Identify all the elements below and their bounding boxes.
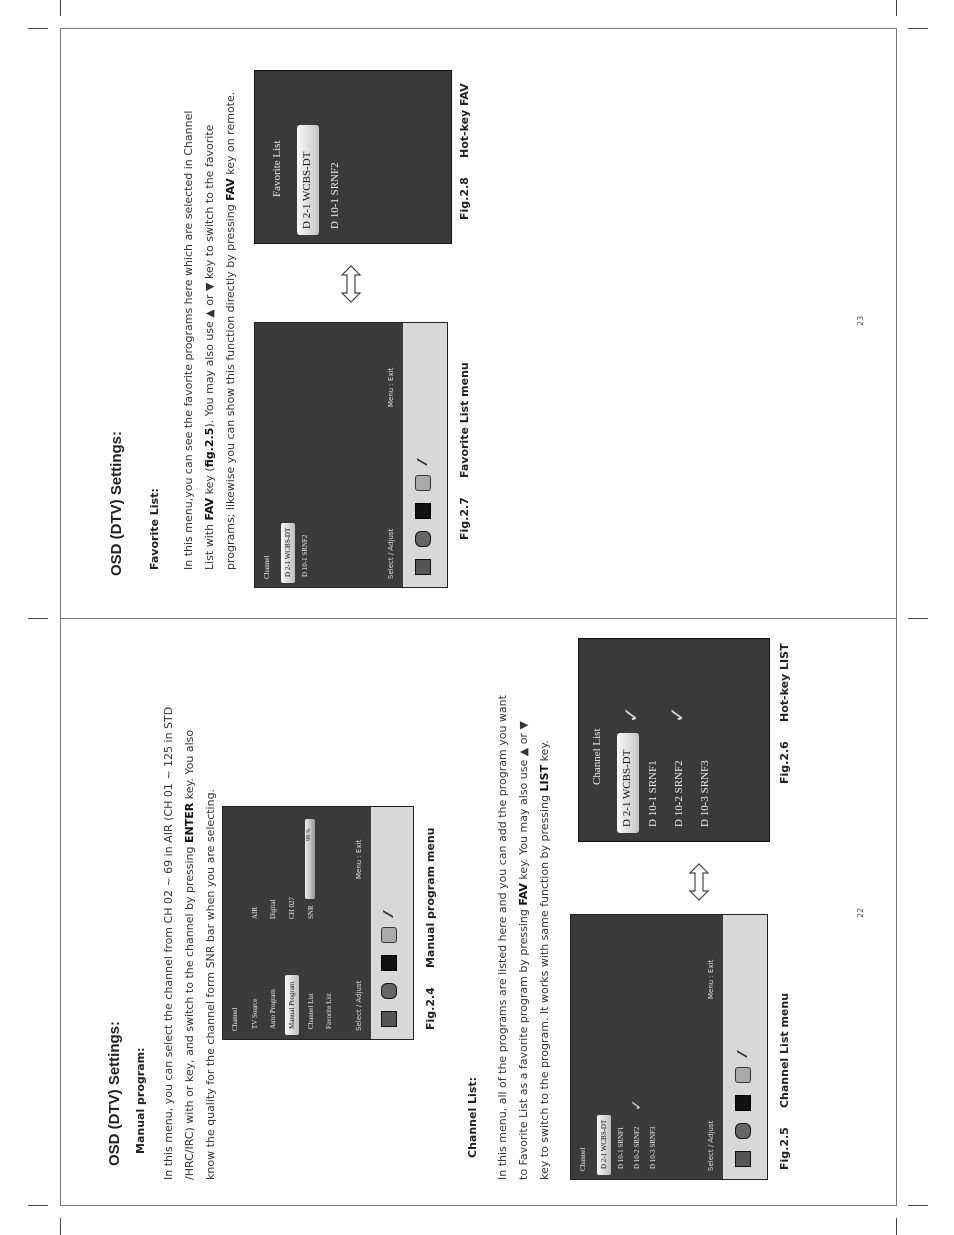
lock-icon: [381, 927, 397, 943]
paragraph-line: key to switch to the program. It works with same function by pressing LIST key.: [538, 740, 551, 1180]
favorite-list-menu-screenshot: [254, 322, 448, 588]
crop-mark: [28, 618, 48, 619]
menu-footer-select: Select / Adjust: [355, 980, 363, 1031]
list-item: D 10-1 SRNF2: [301, 534, 309, 577]
menu-item-favorite-list: Favorite List: [325, 993, 333, 1029]
menu-footer-select: Select / Adjust: [387, 528, 395, 579]
snr-value: 99 %: [306, 828, 312, 841]
check-icon: ✓: [621, 706, 643, 723]
menu-item-auto-program: Auto Program: [269, 989, 277, 1029]
menu-icon-strip: [371, 807, 413, 1039]
figure-caption-2-4: Fig.2.4 Manual program menu: [424, 827, 437, 1030]
figure-caption-2-5: Fig.2.5 Channel List menu: [778, 992, 791, 1170]
crop-mark: [28, 28, 48, 29]
list-item: D 2-1 WCBS-DT: [621, 749, 633, 827]
menu-footer-exit: Menu : Exit: [355, 839, 363, 879]
lock-icon: [415, 475, 431, 491]
list-item: D 10-1 SRNF1: [617, 1126, 625, 1169]
section-heading-favorite-list: Favorite List:: [148, 488, 161, 570]
figure-caption-2-6: Fig.2.6 Hot-key LIST: [778, 643, 791, 784]
menu-title: Channel: [579, 1147, 587, 1171]
page-number: 22: [856, 907, 865, 918]
camera-icon: [381, 983, 397, 999]
crop-mark: [28, 1205, 48, 1206]
paragraph-line: programs; likewise you can show this function directly by pressing FAV key on remote.: [224, 91, 237, 570]
lock-icon: [735, 1067, 751, 1083]
figure-caption-2-7: Fig.2.7 Favorite List menu: [458, 362, 471, 540]
list-item: D 2-1 WCBS-DT: [301, 151, 313, 229]
menu-footer-exit: Menu : Exit: [387, 367, 395, 407]
list-item: D 2-1 WCBS-DT: [600, 1119, 608, 1169]
frame-bottom-line: [60, 1205, 896, 1206]
crop-mark: [60, 1218, 61, 1235]
page-title: OSD (DTV) Settings:: [108, 431, 125, 576]
crop-mark: [908, 1205, 928, 1206]
paragraph-line: In this menu, all of the programs are listed here and you can add the program you want: [496, 695, 509, 1180]
list-item: D 10-3 SRNF3: [649, 1126, 657, 1169]
tv-icon: [735, 1151, 751, 1167]
paragraph-line: /HRC/IRC) with or key, and switch to the channel by pressing ENTER key. You also: [183, 729, 196, 1180]
menu-value-air: AIR: [251, 906, 259, 919]
crop-mark: [896, 0, 897, 16]
channel-icon: [415, 503, 431, 519]
hot-key-list-popup-screenshot: [578, 638, 770, 842]
menu-title: Channel: [231, 1007, 239, 1031]
tv-icon: [415, 559, 431, 575]
figure-caption-2-8: Fig.2.8 Hot-key FAV: [458, 83, 471, 220]
section-heading-manual-program: Manual program:: [134, 1047, 147, 1154]
list-item: D 10-1 SRNF1: [647, 760, 659, 827]
menu-footer-exit: Menu : Exit: [707, 959, 715, 999]
manual-program-menu-screenshot: [222, 806, 414, 1040]
menu-value-channel: CH 027: [288, 897, 296, 919]
list-item: D 10-3 SRNF3: [699, 760, 711, 827]
crop-mark: [60, 0, 61, 16]
menu-value-digital: Digital: [269, 899, 277, 919]
menu-item-tv-source: TV Source: [251, 998, 259, 1029]
menu-footer-select: Select / Adjust: [707, 1120, 715, 1171]
favorite-list-paragraph: [178, 50, 241, 570]
check-icon: ✓: [667, 706, 689, 723]
crop-mark: [908, 618, 928, 619]
popup-title: Channel List: [591, 728, 603, 785]
crop-mark: [908, 28, 928, 29]
page-22: [100, 620, 880, 1180]
double-arrow-icon: [338, 264, 364, 304]
tv-icon: [381, 1011, 397, 1027]
list-item: D 2-1 WCBS-DT: [284, 527, 292, 577]
list-item: D 10-2 SRNF2: [633, 1126, 641, 1169]
list-item: D 10-1 SRNF2: [329, 162, 341, 229]
popup-title: Favorite List: [271, 140, 283, 197]
camera-icon: [415, 531, 431, 547]
hot-key-fav-popup-screenshot: [254, 70, 452, 244]
page-number: 23: [856, 315, 865, 326]
channel-list-paragraph: [492, 640, 555, 1180]
frame-left-line: [60, 28, 61, 1206]
channel-icon: [381, 955, 397, 971]
frame-top-line: [60, 28, 896, 29]
menu-value-snr-label: SNR: [307, 905, 315, 919]
menu-item-manual-program: Manual Program: [288, 981, 296, 1029]
check-icon: ✓: [630, 1099, 645, 1111]
menu-title: Channel: [263, 555, 271, 579]
page-23: [108, 50, 898, 590]
camera-icon: [735, 1123, 751, 1139]
page-divider-line: [60, 618, 896, 619]
channel-list-menu-screenshot: [570, 914, 768, 1180]
crop-mark: [896, 1218, 897, 1235]
paragraph-line: In this menu,you can see the favorite programs here which are selected in Channel: [182, 110, 195, 570]
double-arrow-icon: [686, 862, 712, 902]
list-item: D 10-2 SRNF2: [673, 760, 685, 827]
channel-icon: [735, 1095, 751, 1111]
menu-item-channel-list: Channel List: [307, 993, 315, 1029]
page-title: OSD (DTV) Settings:: [106, 1021, 123, 1166]
paragraph-line: to Favorite List as a favorite program by pressing FAV key. You may also use ▲ or ▼: [517, 721, 530, 1180]
section-heading-channel-list: Channel List:: [466, 1076, 479, 1158]
paragraph-line: List with FAV key (fig.2.5). You may also use ▲ or ▼ key to switch to the favorite: [203, 124, 216, 570]
paragraph-line: In this menu, you can select the channel from CH 02 ~ 69 in AIR (CH 01 ~ 125 in STD: [162, 706, 175, 1180]
paragraph-line: know the quality for the channel form SNR bar when you are selecting.: [204, 788, 217, 1180]
manual-program-paragraph: [158, 640, 221, 1180]
